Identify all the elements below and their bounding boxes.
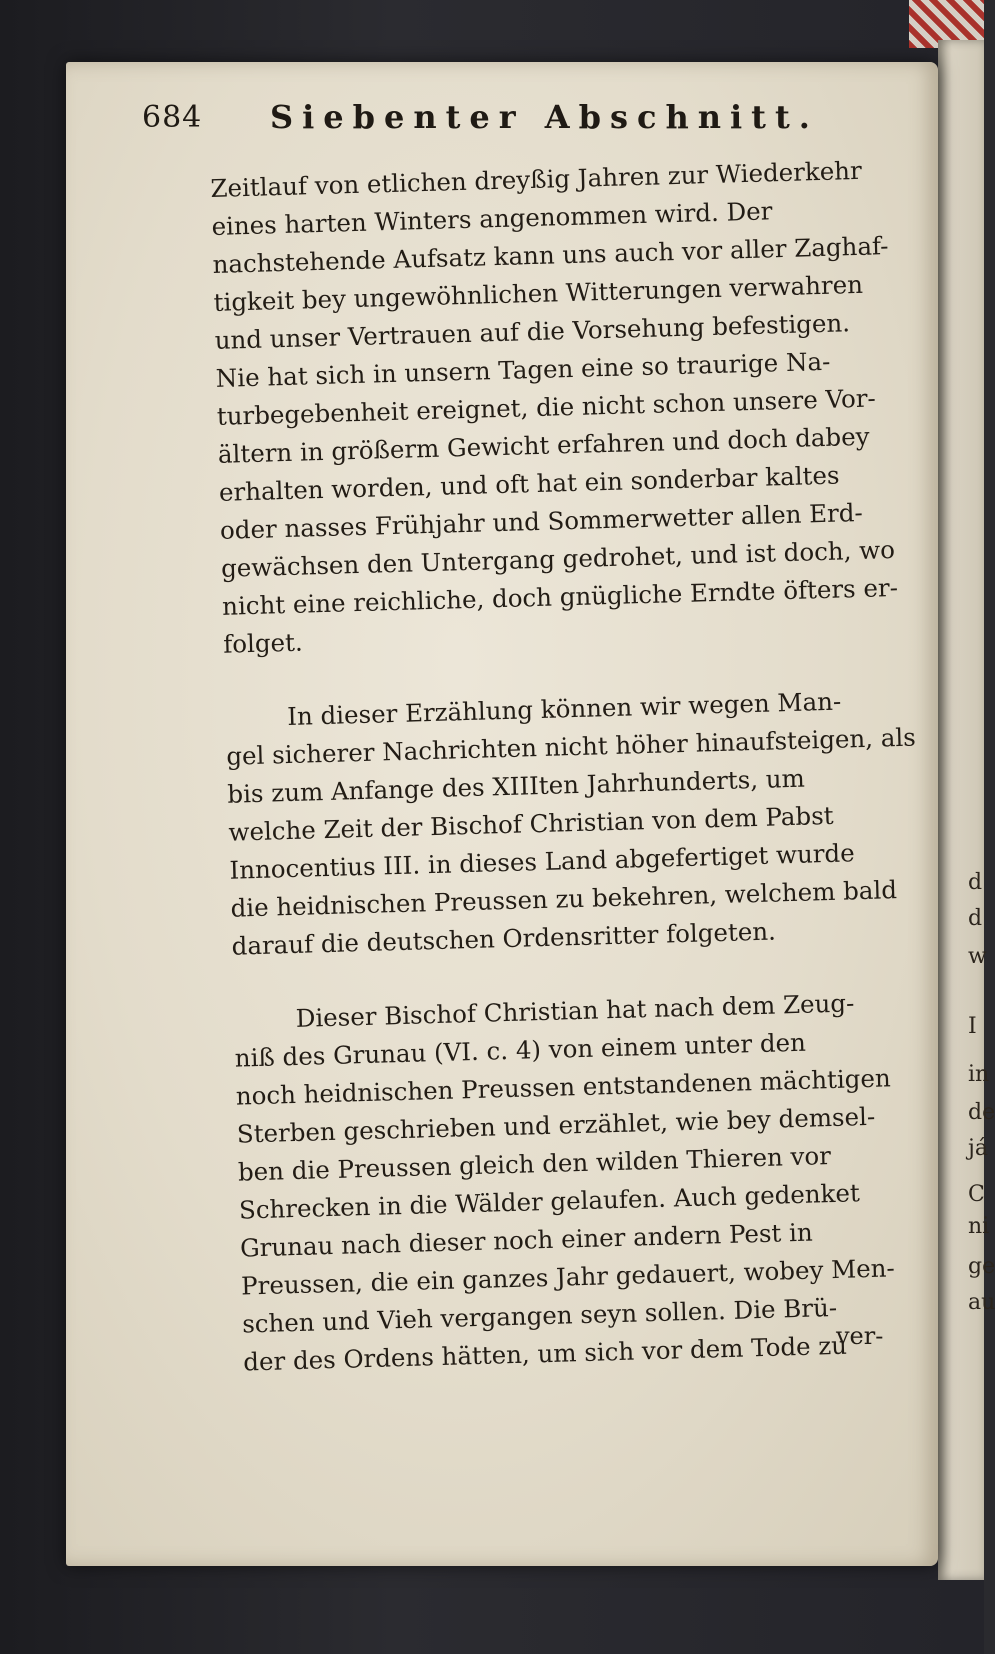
paragraph [225,681,917,966]
text-line: Nie hat sich in unsern Tagen eine so traurige Na- [215,346,831,393]
text-line: bis zum Anfange des XIIIten Jahrhunderts, um [227,763,806,809]
text-line: nicht eine reichliche, doch gnügliche Erndte öfters er- [221,572,899,621]
running-head: Siebenter Abschnitt. [270,98,819,136]
text-line: Grunau nach dieser noch einer andern Pest in [239,1217,814,1263]
body-text [210,151,924,1382]
text-line: Zeitlauf von etlichen dreyßig Jahren zur Wiederkehr [210,155,863,203]
next-page-fragment: C [968,1182,985,1207]
text-line: tigkeit bey ungewöhnlichen Witterungen verwahren [213,269,864,317]
catchword: ver- [836,1322,884,1350]
text-line: gewächsen den Untergang gedrohet, und ist doch, wo [220,535,896,583]
text-line: die heidnischen Preussen zu bekehren, welchem bald [230,875,898,923]
page-number: 684 [142,100,203,135]
text-line: der des Ordens hätten, um sich vor dem Tode zu [242,1330,848,1377]
text-line: Innocentius III. in dieses Land abgefertiget wurde [229,838,856,885]
text-line: Sterben geschrieben und erzählet, wie bey demsel- [236,1101,876,1149]
text-line: niß des Grunau (VI. c. 4) von einem unter den [234,1027,807,1073]
next-page-fragment: I [968,1014,977,1039]
next-page-fragment: já [968,1136,988,1161]
text-line: eines harten Winters angenommen wird. Der [211,196,773,241]
next-page-fragment: de [968,1100,995,1125]
text-line: erhalten worden, und oft hat ein sonderbar kaltes [218,460,840,507]
text-line: Dieser Bischof Christian hat nach dem Zeug- [295,988,855,1033]
next-page-fragment: in [968,1062,990,1087]
text-line: schen und Vieh vergangen seyn sollen. Die Brü- [241,1292,838,1339]
page-header [142,94,842,152]
text-line: folget. [222,627,304,659]
next-page-fragment: d [968,870,983,895]
text-line: Schrecken in die Wälder gelaufen. Auch gedenket [238,1178,861,1225]
text-line: welche Zeit der Bischof Christian von dem Pabst [228,800,834,847]
text-line: gel sicherer Nachrichten nicht höher hinaufsteigen, als [225,722,917,771]
next-page-edge [938,40,984,1580]
text-line: turbegebenheit ereignet, die nicht schon unsere Vor- [216,383,877,431]
text-line: In dieser Erzählung können wir wegen Man- [286,686,842,732]
text-line: ältern in größerm Gewicht erfahren und doch dabey [217,421,870,469]
text-line: oder nasses Frühjahr und Sommerwetter allen Erd- [219,497,864,545]
next-page-fragment: ni [968,1214,990,1239]
paragraph [233,983,923,1382]
next-page-fragment: au [968,1290,995,1315]
text-line: ben die Preussen gleich den wilden Thieren vor [237,1141,832,1187]
paragraph [210,151,904,664]
next-page-fragment: w [968,944,987,969]
text-line: noch heidnischen Preussen entstandenen mächtigen [235,1063,892,1111]
next-page-fragment: ge [968,1254,995,1279]
text-line: Preussen, die ein ganzes Jahr gedauert, wobey Men- [240,1253,896,1301]
text-line: darauf die deutschen Ordensritter folgeten. [231,916,777,961]
next-page-fragment: d [968,906,983,931]
text-line: nachstehende Aufsatz kann uns auch vor aller Zaghaf- [212,231,889,279]
text-line: und unser Vertrauen auf die Vorsehung befestigen. [214,308,851,355]
